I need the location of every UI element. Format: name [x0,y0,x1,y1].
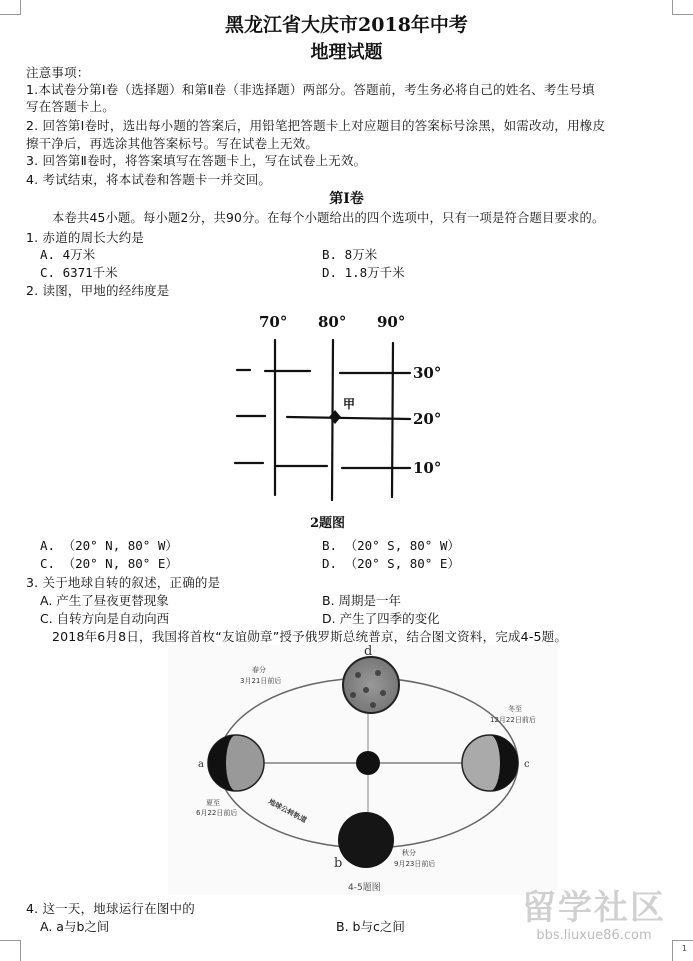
figure-caption: 2题图 [310,516,346,531]
latitude-label: 10° [413,459,442,477]
option-c-text: C. 自转方向是自动向西 [40,611,170,626]
option-a-text: A. a与b之间 [40,919,110,934]
option-b: B. 8万米 [322,247,378,262]
option-a [40,592,169,609]
passage-4-5: 2018年6月8日，我国将首枚“友谊勋章”授予俄罗斯总统普京，结合图文资料，完成4-5题。 [52,629,568,644]
watermark [509,888,679,953]
summer-solstice-date: 6月22日前后 [196,809,238,817]
label-c: c [524,759,530,770]
question-stem: 1. 赤道的周长大约是 [26,230,145,245]
label-b: b [334,856,343,871]
lat-long-grid-figure [225,305,455,535]
summer-solstice-name: 夏至 [206,799,220,807]
notice-line: 擦干净后，再选涂其他答案标号。写在试卷上无效。 [26,136,319,151]
crop-mark-bottom-left [0,940,21,961]
question-stem: 4. 这一天，地球运行在图中的 [26,901,195,916]
notice-heading: 注意事项： [26,65,90,80]
option-c [40,610,169,627]
spring-equinox-name: 春分 [252,666,266,674]
label-d: d [364,645,373,659]
autumn-equinox-date: 9月23日前后 [394,860,436,868]
point-jia-label: 甲 [343,397,356,411]
section-intro: 本卷共45小题。每小题2分，共90分。在每个小题给出的四个选项中，只有一项是符合题目要求的。 [52,211,605,225]
spring-equinox-date: 3月21日前后 [240,677,282,685]
watermark-url: bbs.liuxue86.com [536,928,652,943]
document-subtitle: 地理试题 [310,42,383,63]
notice-line: 2. 回答第Ⅰ卷时，选出每小题的答案后，用铅笔把答题卡上对应题目的答案标号涂黑，如需改动，用橡皮 [26,118,606,133]
option-d: D. （20° S, 80° E） [322,556,460,571]
option-b-text: B. 周期是一年 [322,593,402,608]
watermark-logo: 留学社区 [522,888,666,928]
notice-line: 写在答题卡上。 [26,99,115,114]
earth-b-icon [338,812,394,868]
section-heading: 第Ⅰ卷 [329,191,364,207]
winter-solstice-date: 12月22日前后 [490,716,536,724]
sun-icon [356,751,380,775]
latitude-label: 30° [413,364,442,382]
label-a: a [198,759,204,770]
figure-caption: 4-5题图 [348,883,381,893]
option-d: D. 1.8万千米 [322,265,405,280]
longitude-label: 80° [318,313,347,331]
question-stem: 3. 关于地球自转的叙述，正确的是 [26,575,221,590]
document-title: 黑龙江省大庆市2018年中考 [225,14,468,36]
option-a-text: A. 产生了昼夜更替现象 [40,593,169,608]
longitude-label: 90° [377,313,406,331]
option-a: A. （20° N, 80° W） [40,538,178,553]
option-d [322,610,440,627]
option-c: C. 6371千米 [40,265,118,280]
longitude-label: 70° [259,313,288,331]
option-a [40,918,109,935]
question-stem: 2. 读图，甲地的经纬度是 [26,283,170,298]
option-b [322,592,401,609]
autumn-equinox-name: 秋分 [402,849,416,857]
option-d-text: D. 产生了四季的变化 [322,611,440,626]
winter-solstice-name: 冬至 [508,705,522,713]
earth-orbit-figure [168,645,558,895]
option-c: C. （20° N, 80° E） [40,556,178,571]
notice-line: 4. 考试结束，将本试卷和答题卡一并交回。 [26,172,272,187]
notice-line: 1.本试卷分第Ⅰ卷（选择题）和第Ⅱ卷（非选择题）两部分。答题前，考生务必将自己的姓名、考生号填 [26,82,595,97]
notice-line: 3. 回答第Ⅱ卷时，将答案填写在答题卡上，写在试卷上无效。 [26,153,367,168]
option-a: A. 4万米 [40,247,96,262]
orbit-label: 地球公转轨道 [267,797,308,825]
latitude-label: 20° [413,410,442,428]
option-b: B. （20° S, 80° W） [322,538,460,553]
point-jia-marker [329,410,341,424]
option-b-text: B. b与c之间 [336,919,405,934]
option-b [336,918,405,935]
page-number: 1 [681,944,687,953]
